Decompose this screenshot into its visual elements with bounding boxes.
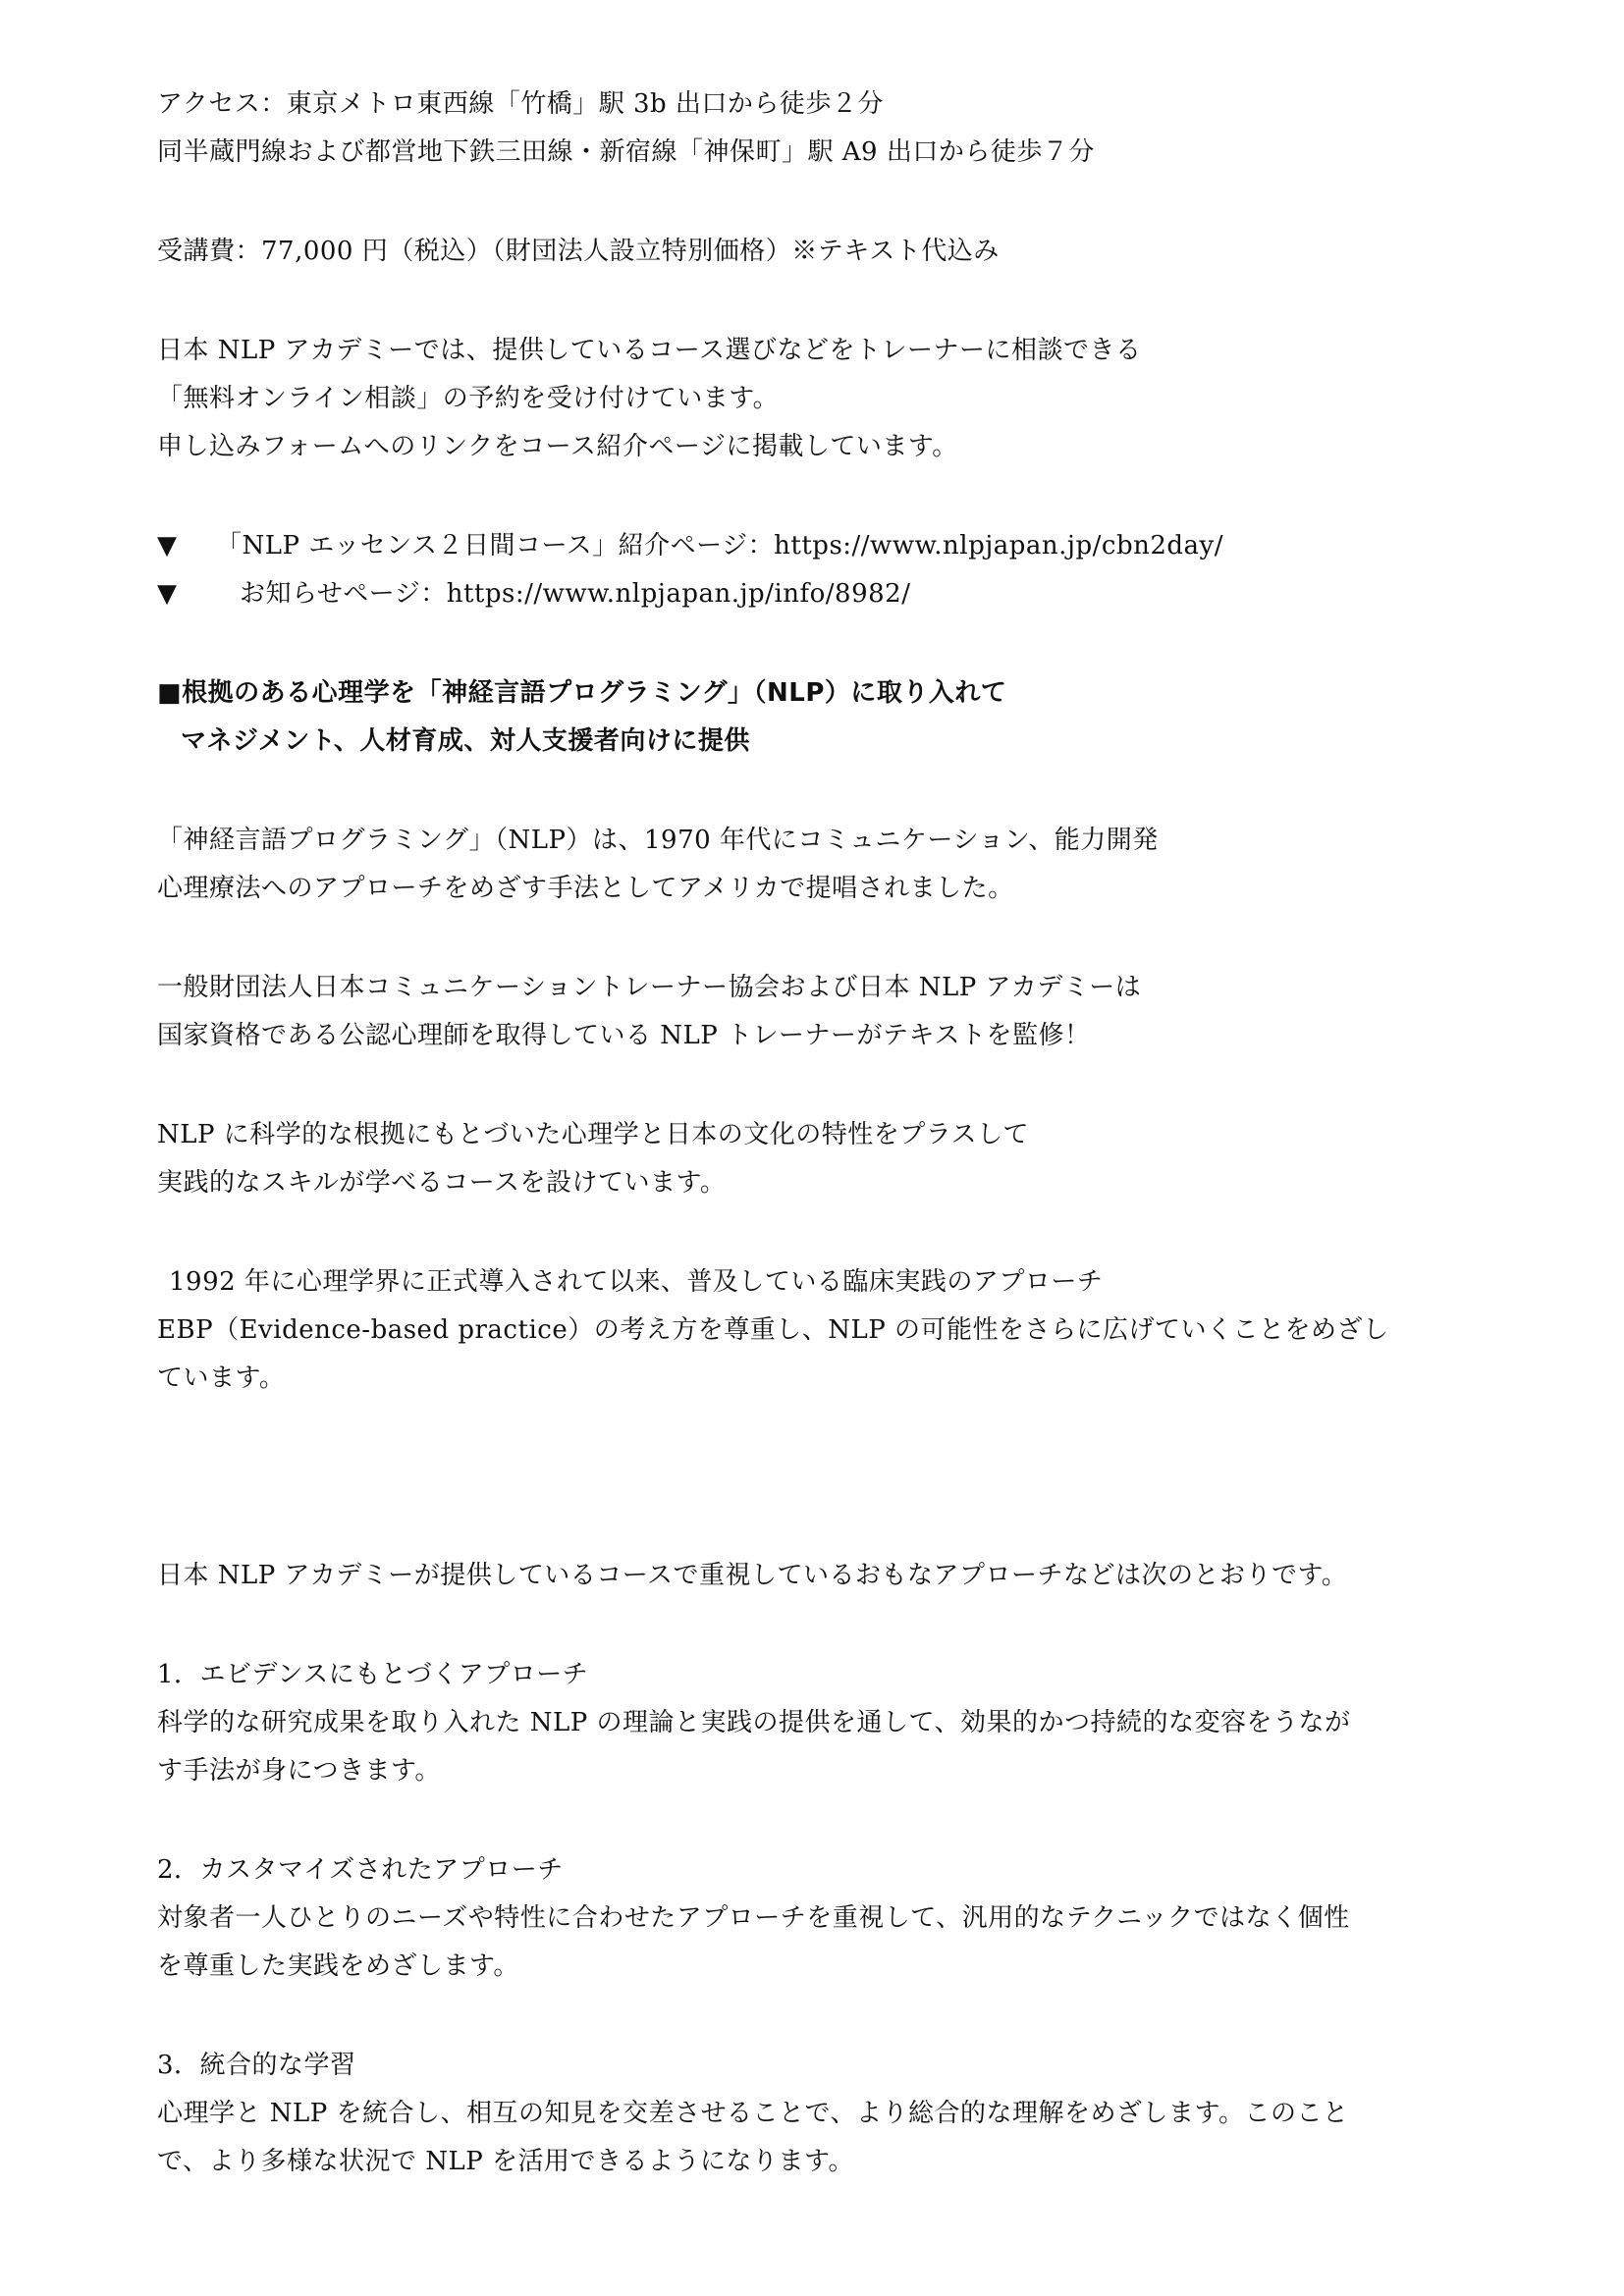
link-item-news	[157, 572, 910, 615]
para4-line-1: 1992 年に心理学界に正式導入されて以来、普及している臨床実践のアプローチ	[169, 1267, 1104, 1297]
consult-line-2: 「無料オンライン相談」の予約を受け付けています。	[157, 384, 780, 413]
item3-line-1: 心理学と NLP を統合し、相互の知見を交差させることで、より総合的な理解をめざします。このこと	[157, 2099, 1349, 2128]
link-item-course	[157, 524, 1223, 567]
link-news-page[interactable]: お知らせページ：https://www.nlpjapan.jp/info/8982/	[240, 579, 911, 609]
section-heading-1: ■根拠のある心理学を「神経言語プログラミング」（NLP）に取り入れて	[157, 678, 1007, 708]
para1-line-2: 心理療法へのアプローチをめざす手法としてアメリカで提唱されました。	[157, 874, 1014, 903]
fee-line: 受講費：77,000 円（税込）（財団法人設立特別価格）※テキスト代込み	[157, 237, 1000, 266]
para4-line-2: EBP（Evidence-based practice）の考え方を尊重し、NLP の可能性をさらに広げていくことをめざし	[157, 1315, 1389, 1345]
consult-line-3: 申し込みフォームへのリンクをコース紹介ページに掲載しています。	[157, 432, 958, 461]
para2-line-1: 一般財団法人日本コミュニケーショントレーナー協会および日本 NLP アカデミーは	[157, 973, 1142, 1002]
para3-line-2: 実践的なスキルが学べるコースを設けています。	[157, 1168, 727, 1198]
access-line-1: アクセス：東京メトロ東西線「竹橋」駅 3b 出口から徒歩２分	[157, 89, 884, 119]
item2-title: 2．カスタマイズされたアプローチ	[157, 1855, 564, 1885]
consult-line-1: 日本 NLP アカデミーでは、提供しているコース選びなどをトレーナーに相談できる	[157, 336, 1142, 365]
item1-title: 1．エビデンスにもとづくアプローチ	[157, 1660, 589, 1689]
item3-title: 3．統合的な学習	[157, 2051, 356, 2080]
para4-line-3: ています。	[157, 1363, 286, 1393]
item2-line-1: 対象者一人ひとりのニーズや特性に合わせたアプローチを重視して、汎用的なテクニックではなく個性	[157, 1903, 1350, 1933]
item2-line-2: を尊重した実践をめざします。	[157, 1951, 519, 1981]
item3-line-2: で、より多様な状況で NLP を活用できるようになります。	[157, 2147, 854, 2176]
triangle-down-icon: ▼	[157, 579, 178, 609]
para3-line-1: NLP に科学的な根拠にもとづいた心理学と日本の文化の特性をプラスして	[157, 1120, 1029, 1149]
item1-line-1: 科学的な研究成果を取り入れた NLP の理論と実践の提供を通して、効果的かつ持続的な変容をうなが	[157, 1708, 1351, 1737]
access-line-2: 同半蔵門線および都営地下鉄三田線・新宿線「神保町」駅 A9 出口から徒歩７分	[157, 137, 1095, 167]
item1-line-2: す手法が身につきます。	[157, 1756, 441, 1786]
link-course-page[interactable]: 「NLP エッセンス２日間コース」紹介ページ：https://www.nlpjapan.jp/cbn2day/	[216, 531, 1223, 561]
triangle-down-icon: ▼	[157, 531, 178, 561]
intro-line: 日本 NLP アカデミーが提供しているコースで重視しているおもなアプローチなどは次のとおりです。	[157, 1561, 1348, 1590]
para1-line-1: 「神経言語プログラミング」（NLP）は、1970 年代にコミュニケーション、能力開発	[157, 826, 1159, 855]
para2-line-2: 国家資格である公認心理師を取得している NLP トレーナーがテキストを監修！	[157, 1021, 1091, 1050]
section-heading-2: マネジメント、人材育成、対人支援者向けに提供	[181, 726, 750, 756]
